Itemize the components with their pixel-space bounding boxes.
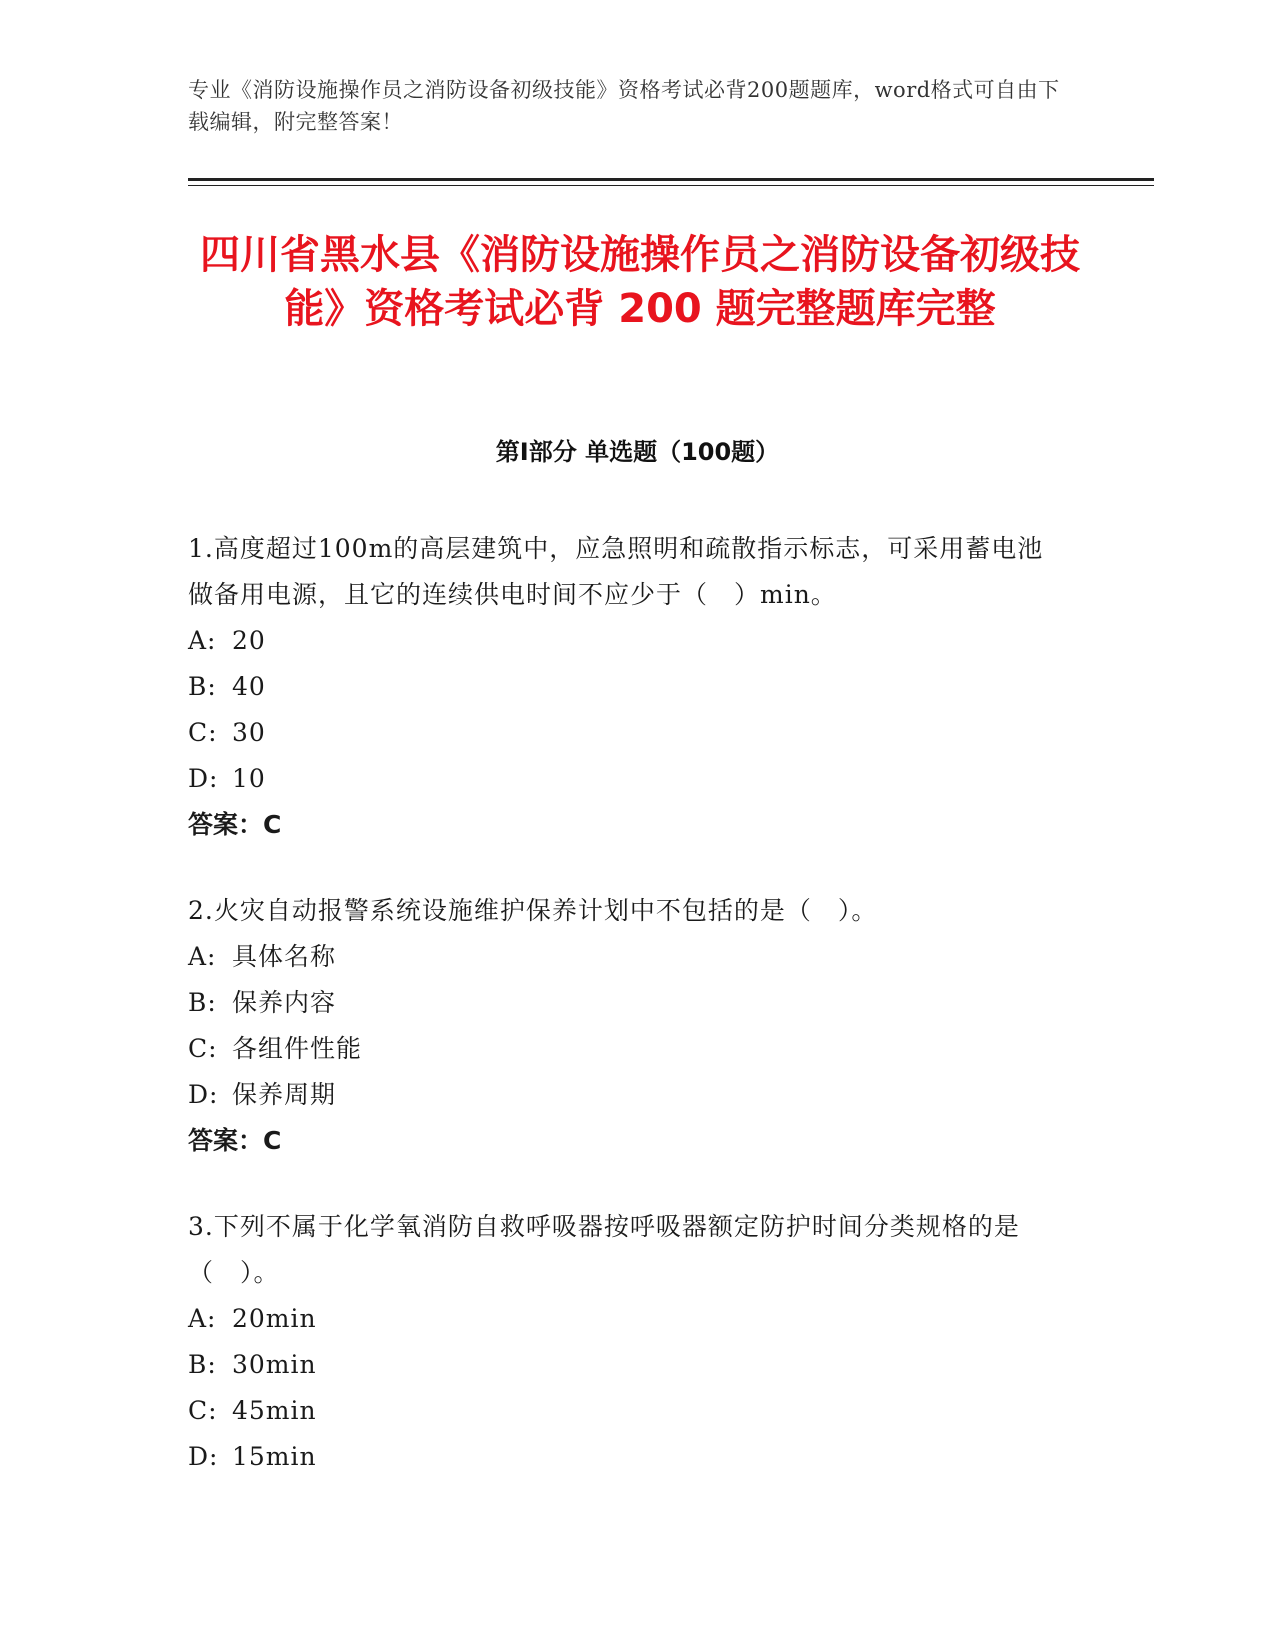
option-text: 20 <box>232 626 266 655</box>
option-text: 45min <box>232 1396 317 1425</box>
option-key: A: <box>188 942 217 971</box>
option-key: D: <box>188 764 219 793</box>
option-key: C: <box>188 1034 218 1063</box>
question-stem: 2.火灾自动报警系统设施维护保养计划中不包括的是（ ）。 <box>188 896 878 925</box>
option-text: 保养周期 <box>232 1080 337 1109</box>
header-divider-thick <box>188 178 1154 181</box>
header-note: 专业《消防设施操作员之消防设备初级技能》资格考试必背200题题库，word格式可自由下载编辑，附完整答案！ <box>188 78 1060 134</box>
option-d <box>188 756 1068 802</box>
option-text: 保养内容 <box>232 988 337 1017</box>
document-title: 四川省黑水县《消防设施操作员之消防设备初级技能》资格考试必背 200 题完整题库完整 <box>200 232 1080 332</box>
option-d <box>188 1072 1068 1118</box>
option-c <box>188 1026 1068 1072</box>
option-b <box>188 664 1068 710</box>
section-title: 第Ⅰ部分 单选题（100题） <box>495 438 780 466</box>
option-key: A: <box>188 626 217 655</box>
question-item <box>188 526 1068 848</box>
option-a <box>188 934 1068 980</box>
option-key: B: <box>188 1350 217 1379</box>
option-b <box>188 980 1068 1026</box>
option-key: D: <box>188 1442 219 1471</box>
answer-line: 答案：C <box>188 1126 282 1155</box>
option-c <box>188 1388 1068 1434</box>
option-key: C: <box>188 1396 218 1425</box>
option-text: 20min <box>232 1304 317 1333</box>
option-d <box>188 1434 1068 1480</box>
option-key: B: <box>188 672 217 701</box>
option-key: C: <box>188 718 218 747</box>
option-a <box>188 618 1068 664</box>
header-divider-thin <box>188 185 1154 186</box>
option-text: 具体名称 <box>232 942 337 971</box>
option-b <box>188 1342 1068 1388</box>
question-item <box>188 1204 1068 1480</box>
option-key: A: <box>188 1304 217 1333</box>
option-a <box>188 1296 1068 1342</box>
option-text: 30min <box>232 1350 317 1379</box>
option-text: 各组件性能 <box>232 1034 363 1063</box>
option-key: D: <box>188 1080 219 1109</box>
question-list <box>188 526 1068 1520</box>
option-c <box>188 710 1068 756</box>
option-text: 40 <box>232 672 266 701</box>
option-text: 15min <box>232 1442 317 1471</box>
question-stem: 1.高度超过100m的高层建筑中，应急照明和疏散指示标志，可采用蓄电池做备用电源，且它的连续供电时间不应少于（ ）min。 <box>188 534 1044 609</box>
option-text: 30 <box>232 718 266 747</box>
option-key: B: <box>188 988 217 1017</box>
answer-line: 答案：C <box>188 810 282 839</box>
question-stem: 3.下列不属于化学氧消防自救呼吸器按呼吸器额定防护时间分类规格的是（ ）。 <box>188 1212 1020 1287</box>
question-item <box>188 888 1068 1164</box>
option-text: 10 <box>232 764 266 793</box>
